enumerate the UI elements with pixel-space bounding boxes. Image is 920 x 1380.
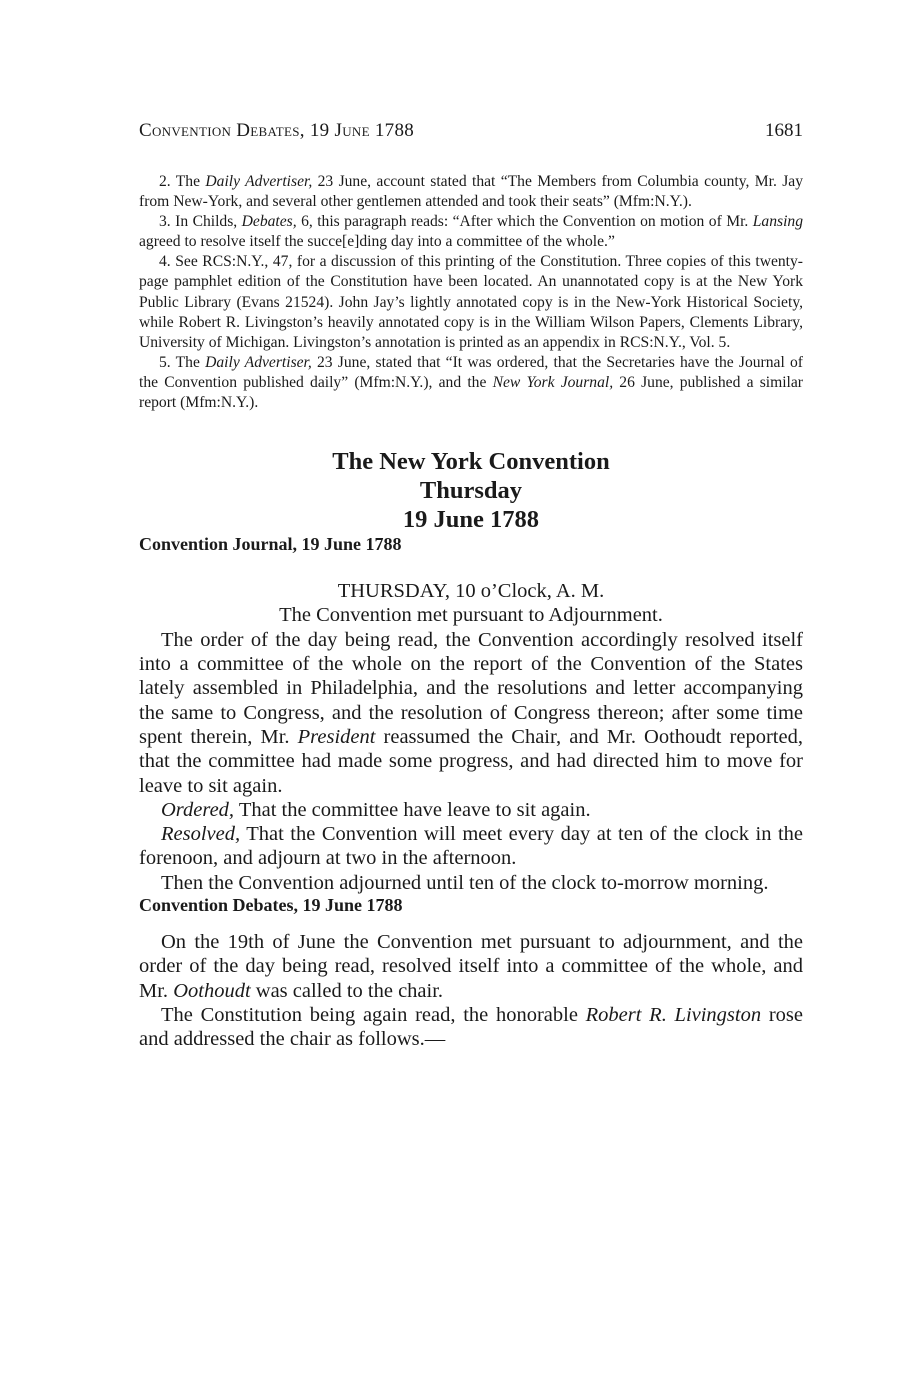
debates-paragraph-1: On the 19th of June the Convention met pursuant to adjournment, and the order of the day being read, resolved itself into a committee of the whole, and Mr. Oothoudt was called to the chair. (139, 930, 803, 1002)
footnote-2: 2. The Daily Advertiser, 23 June, account stated that “The Members from Columbia county, Mr. Jay from New-York, and several other gentlemen attended and took their seats” (Mfm:N.Y.). (139, 173, 803, 211)
journal-paragraph-1: The order of the day being read, the Convention accordingly resolved itself into a committee of the whole on the report of the Convention of the States lately assembled in Philadelphia, and the resolutions and letter accompanying the same to Congress, and the resolution of Congress thereon; after some time spent therein, Mr. President reassumed the Chair, and Mr. Oothoudt reported, that the committee had made some progress, and had directed him to move for leave to sit again. (139, 628, 803, 797)
footnote-4: 4. See RCS:N.Y., 47, for a discussion of this printing of the Constitution. Three copies of this twenty-page pamphlet edition of the Constitution have been located. An unannotated copy is at the New York Public Library (Evans 21524). John Jay’s lightly annotated copy is in the New-York Historical Society, while Robert R. Livingston’s heavily annotated copy is in the William Wilson Papers, Clements Library, University of Michigan. Livingston’s annotation is printed as an appendix in RCS:N.Y., Vol. 5. (139, 253, 803, 351)
journal-paragraph-3: Resolved, That the Convention will meet every day at ten of the clock in the forenoon, and adjourn at two in the afternoon. (139, 823, 803, 870)
title-line-3: 19 June 1788 (402, 506, 540, 534)
journal-body (139, 579, 803, 895)
footnote-5: 5. The Daily Advertiser, 23 June, stated that “It was ordered, that the Secretaries have the Journal of the Convention published daily” (Mfm:N.Y.), and the New York Journal, 26 June, published a similar report (Mfm:N.Y.). (139, 353, 803, 412)
footnote-3: 3. In Childs, Debates, 6, this paragraph reads: “After which the Convention on motion of Mr. Lansing agreed to resolve itself the succe[e]ding day into a committee of the whole.” (139, 213, 804, 251)
title-line-2: Thursday (419, 477, 523, 505)
running-head-title: Convention Debates, 19 June 1788 (139, 120, 415, 141)
journal-heading: Convention Journal, 19 June 1788 (139, 534, 402, 555)
journal-paragraph-2: Ordered, That the committee have leave to sit again. (161, 798, 591, 821)
debates-paragraph-2: The Constitution being again read, the honorable Robert R. Livingston rose and addressed the chair as follows.— (139, 1003, 803, 1051)
journal-paragraph-4: Then the Convention adjourned until ten of the clock to-morrow morning. (161, 871, 769, 894)
document-page (139, 120, 803, 1051)
running-head (139, 120, 803, 150)
title-line-1: The New York Convention (332, 448, 610, 476)
journal-met-line: The Convention met pursuant to Adjournment. (279, 604, 663, 627)
debates-heading: Convention Debates, 19 June 1788 (139, 894, 403, 915)
debates-body (139, 930, 803, 1051)
journal-time-line: THURSDAY, 10 o’Clock, A. M. (337, 580, 605, 603)
page-number: 1681 (765, 120, 803, 141)
section-title (139, 447, 803, 534)
footnotes (139, 172, 803, 413)
